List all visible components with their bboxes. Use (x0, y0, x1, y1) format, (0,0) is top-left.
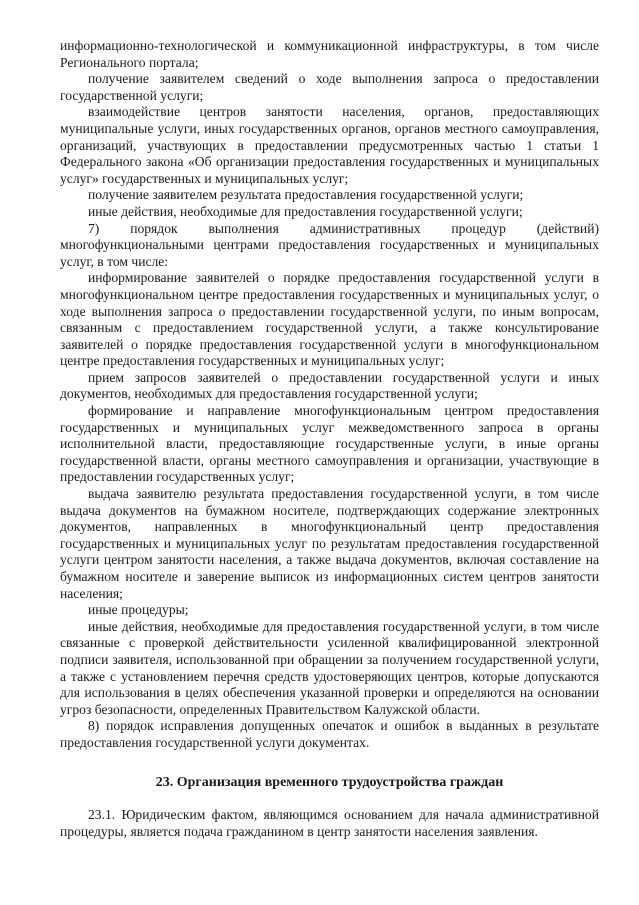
paragraph: 7) порядок выполнения административных процедур (действий) многофункциональными центрами предоставления государственных и муниципальных услуг, в том числе: (60, 220, 599, 269)
paragraph: взаимодействие центров занятости населения, органов, предоставляющих муниципальные услуги, иных государственных органов, органов местного самоуправления, организаций, участвующих в предоставлении предусмотренных частью 1 статьи 1 Федерального закона «Об организации предоставления государственных и муниципальных услуг» государственных и муниципальных услуг; (60, 104, 599, 186)
paragraph: выдача заявителю результата предоставления государственной услуги, в том числе выдача документов на бумажном носителе, подтверждающих содержание электронных документов, направленных в многофункциональный центр предоставления государственных и муниципальных услуг по результатам предоставления государственной услуги центром занятости населения, а также выдача документов, включая составление на бумажном носителе и заверение выписок из информационных систем центров занятости населения; (60, 486, 599, 601)
paragraph: прием запросов заявителей о предоставлении государственной услуги и иных документов, необходимых для предоставления государственной услуги; (60, 369, 599, 402)
paragraph: иные действия, необходимые для предоставления государственной услуги, в том числе связанные с проверкой действительности усиленной квалифицированной электронной подписи заявителя, использованной при обращении за получением государственной услуги, а также с установлением перечня средств удостоверяющих центров, которые допускаются для использования в целях обеспечения указанной проверки и определяются на основании угроз безопасности, определенных Правительством Калужской области. (60, 618, 599, 717)
section-paragraph: 23.1. Юридическим фактом, являющимся основанием для начала административной процедуры, является подача гражданином в центр занятости населения заявления. (60, 807, 599, 839)
section-heading: 23. Организация временного трудоустройства граждан (155, 774, 504, 790)
body-text (60, 38, 599, 752)
paragraph: иные действия, необходимые для предоставления государственной услуги; (88, 203, 523, 219)
paragraph: получение заявителем сведений о ходе выполнения запроса о предоставлении государственной услуги; (60, 71, 599, 103)
section-23 (60, 775, 599, 841)
paragraph: информационно-технологической и коммуникационной инфраструктуры, в том числе Регионального портала; (60, 38, 599, 70)
paragraph: получение заявителем результата предоставления государственной услуги; (88, 187, 524, 203)
paragraph: формирование и направление многофункциональным центром предоставления государственных и муниципальных услуг межведомственного запроса в органы исполнительной власти, предоставляющие государственные услуги, в иные органы государственной власти, органы местного самоуправления и организации, участвующие в предоставлении государственных услуг; (60, 403, 599, 485)
paragraph: информирование заявителей о порядке предоставления государственной услуги в многофункциональном центре предоставления государственных и муниципальных услуг, о ходе выполнения запроса о предоставлении государственной услуги, по иным вопросам, связанным с предоставлением государственной услуги, а также консультирование заявителей о порядке предоставления государственной услуги в многофункциональном центре предоставления государственных и муниципальных услуг; (60, 270, 599, 369)
paragraph: иные процедуры; (88, 602, 189, 618)
paragraph: 8) порядок исправления допущенных опечаток и ошибок в выданных в результате предоставления государственной услуги документах. (60, 718, 599, 750)
